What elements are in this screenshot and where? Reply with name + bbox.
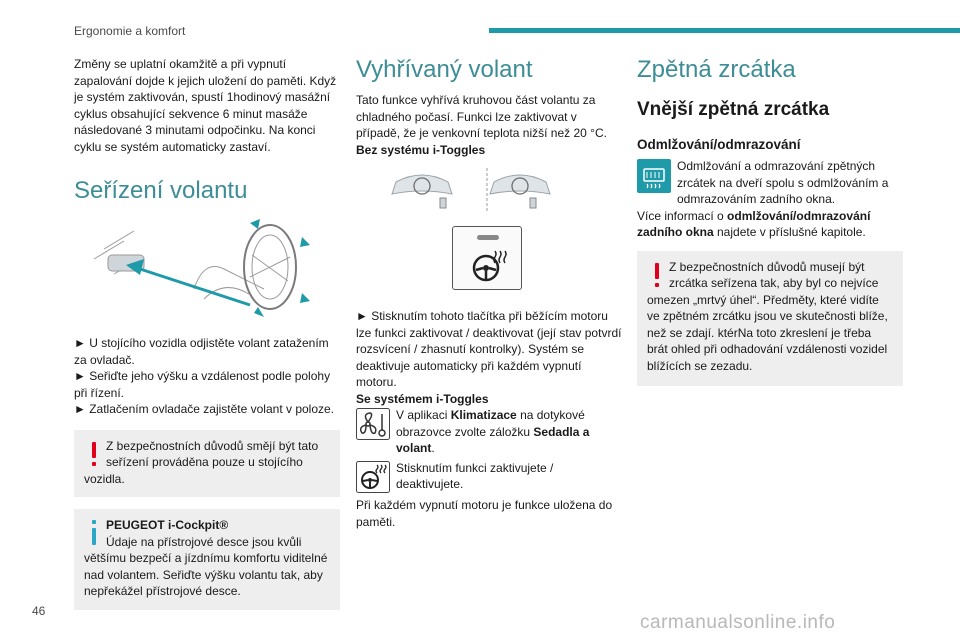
warning-icon	[84, 440, 106, 470]
climate-text-mid: na dotykové obrazovce zvolte záložku	[396, 408, 585, 439]
climate-app-name: Klimatizace	[450, 408, 517, 422]
warning-icon	[647, 261, 669, 291]
outer-mirrors-heading: Vnější zpětná zrcátka	[637, 99, 830, 120]
climate-fan-icon	[356, 408, 390, 445]
header-accent-bar	[489, 28, 960, 33]
heated-wheel-icon	[356, 461, 390, 498]
mirrors-warning-box	[637, 251, 903, 387]
defrost-paragraph	[637, 158, 903, 208]
defrost-heading: Odmlžování/odmrazování	[637, 137, 801, 152]
activate-text: Stisknutím funkci zaktivujete / deaktivujete.	[396, 460, 554, 491]
climate-text-pre: V aplikaci	[396, 408, 451, 422]
climate-text-end: .	[431, 441, 435, 455]
column-middle	[356, 56, 622, 530]
icockpit-info-title: PEUGEOT i-Cockpit®	[106, 518, 229, 532]
with-itoggles-subheading: Se systémem i-Toggles	[356, 391, 489, 406]
defrost-desc: Odmlžování a odmrazování zpětných zrcátek na dveří spolu s odmlžováním a odmrazováním zadního okna.	[677, 159, 889, 206]
steering-adjust-heading: Seřízení volantu	[74, 177, 248, 204]
without-itoggles-subheading: Bez systému i-Toggles	[356, 142, 486, 157]
itoggles-climate-paragraph	[356, 407, 622, 457]
info-icon	[84, 519, 106, 549]
column-left	[74, 56, 340, 610]
heated-steering-button-icon	[452, 226, 522, 290]
steering-adjust-illustration-icon	[74, 219, 340, 321]
mirrors-heading: Zpětná zrcátka	[637, 56, 796, 83]
heated-wheel-button-text: ► Stisknutím tohoto tlačítka při běžícím motoru lze funkci zaktivovat / deaktivovat (její stav potvrdí rozsvícení / zhasnutí kontrolky). Systém se deaktivuje automaticky při každém vypnutí motoru.	[356, 309, 622, 389]
steering-wheel-variants-illustration	[356, 164, 622, 214]
seats-wheel-tab-name: Sedadla a volant	[396, 424, 590, 455]
page-number: 46	[32, 604, 46, 618]
steering-step-1: ► U stojícího vozidla odjistěte volant zatažením za ovladač.	[74, 336, 329, 367]
mirrors-warning-text: Z bezpečnostních důvodů musejí být zrcátka seřízena tak, aby byl co nejvíce omezen „mrtvý úhel“. Předměty, které vidíte ve zpětném zrcátku jsou ve skutečnosti blíže, než se zdají. ktérNa toto zkreslení je třeba brát ohled při odhadování vzdálenosti vozidel blížících se zezadu.	[647, 259, 888, 373]
icockpit-info-text: Údaje na přístrojové desce jsou kvůli většímu bezpečí a jízdnímu komfortu viditelné nad volantem. Seřiďte výšku volantu tak, aby nepřekážel přístrojové desce.	[84, 534, 328, 598]
steering-step-3: ► Zatlačením ovladače zajistěte volant v poloze.	[74, 402, 335, 416]
steering-warning-box	[74, 430, 340, 498]
column-right	[637, 56, 903, 386]
steering-step-2: ► Seřiďte jeho výšku a vzdálenost podle polohy při řízení.	[74, 369, 331, 400]
icockpit-info-box	[74, 509, 340, 610]
more-info-pre: Více informací o	[637, 208, 728, 223]
steering-warning-text: Z bezpečnostních důvodů smějí být tato seřízení prováděna pouze u stojícího vozidla.	[84, 438, 319, 486]
rear-defrost-icon	[637, 159, 671, 193]
massage-intro-text: Změny se uplatní okamžitě a při vypnutí zapalování dojde k jejich uložení do paměti. Když je systém zaktivován, spustí 1hodinový masážní cyklus obsahující sekvence 6 minut masáže následované 3 minutami odpočinku. Na konci cyklu se systém automaticky zastaví.	[74, 57, 337, 154]
itoggles-activate-paragraph	[356, 460, 622, 493]
heated-wheel-desc: Tato funkce vyhřívá kruhovou část volantu za chladného počasí. Funkci lze zaktivovat v případě, že je venkovní teplota nižší než 20 °C.	[356, 93, 607, 140]
defrost-more-info	[637, 208, 903, 241]
memory-text: Při každém vypnutí motoru je funkce uložena do paměti.	[356, 498, 613, 529]
page-header-title: Ergonomie a komfort	[74, 24, 186, 38]
watermark: carmanualsonline.info	[640, 612, 836, 633]
more-info-end: najdete v příslušné kapitole.	[713, 225, 866, 239]
heated-wheel-heading: Vyhřívaný volant	[356, 56, 533, 83]
rear-window-defrost-link-text: odmlžování/odmrazování zadního okna	[637, 208, 871, 239]
